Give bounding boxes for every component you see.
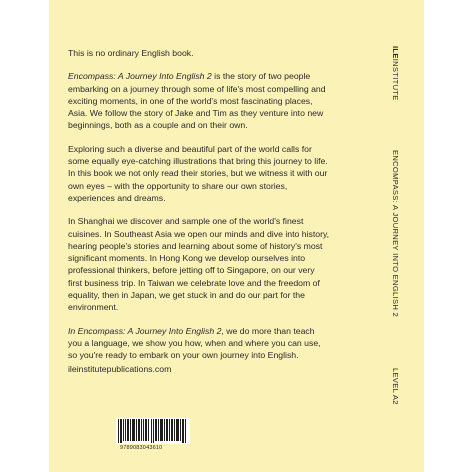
- isbn-number: 9789083043610: [120, 445, 163, 451]
- spine-level: LEVEL A2: [391, 368, 400, 405]
- paragraph-story-text: is the story of two people embarking on a journey through some of life's most compelling and exciting moments, in one of the world's most fascinating places, Asia. We follow the story of Jake and Tim as they venture into new beginnings, both as a couple and on their own.: [68, 71, 326, 131]
- paragraph-closing: [68, 325, 330, 362]
- blurb: [68, 47, 330, 373]
- publisher-logo-bold: ILE: [391, 46, 400, 59]
- spine-title: ENCOMPASS: A JOURNEY INTO ENGLISH 2: [391, 150, 400, 318]
- paragraph-destinations: In Shanghai we discover and sample one of the world's finest cuisines. In Southeast Asia we open our minds and dive into history, hearing people's stories and learning about some of history's most significant moments. In Hong Kong we develop ourselves into professional thinkers, before jetting off to Singapore, on our very first business trip. In Taiwan we celebrate love and the freedom of equality, then in Japan, we get stuck in and do our part for the environment.: [68, 216, 330, 313]
- publisher-logo-light: INSTITUTE: [391, 58, 400, 101]
- book-title-italic: Encompass: A Journey Into English 2: [68, 71, 212, 82]
- intro-line: This is no ordinary English book.: [68, 48, 194, 58]
- paragraph-story: [68, 70, 330, 131]
- publisher-logo: [391, 46, 400, 101]
- publisher-url: ileinstitutepublications.com: [68, 364, 172, 374]
- paragraph-illustrations: Exploring such a diverse and beautiful part of the world calls for some equally eye-catching illustrations that bring this journey to life. In this book we not only read their stories, but we witness it with our own eyes – with the opportunity to share our own stories, experiences and dreams.: [68, 143, 328, 203]
- spine-strip: [387, 0, 411, 472]
- barcode-icon: [116, 418, 190, 444]
- paragraph-closing-text: , we do more than teach you a language, we show you how, when and where you can use, so you're ready to embark on your own journey into English.: [68, 325, 321, 361]
- spine-text-group: [387, 0, 411, 472]
- closing-title-italic: In Encompass: A Journey Into English 2: [68, 325, 222, 336]
